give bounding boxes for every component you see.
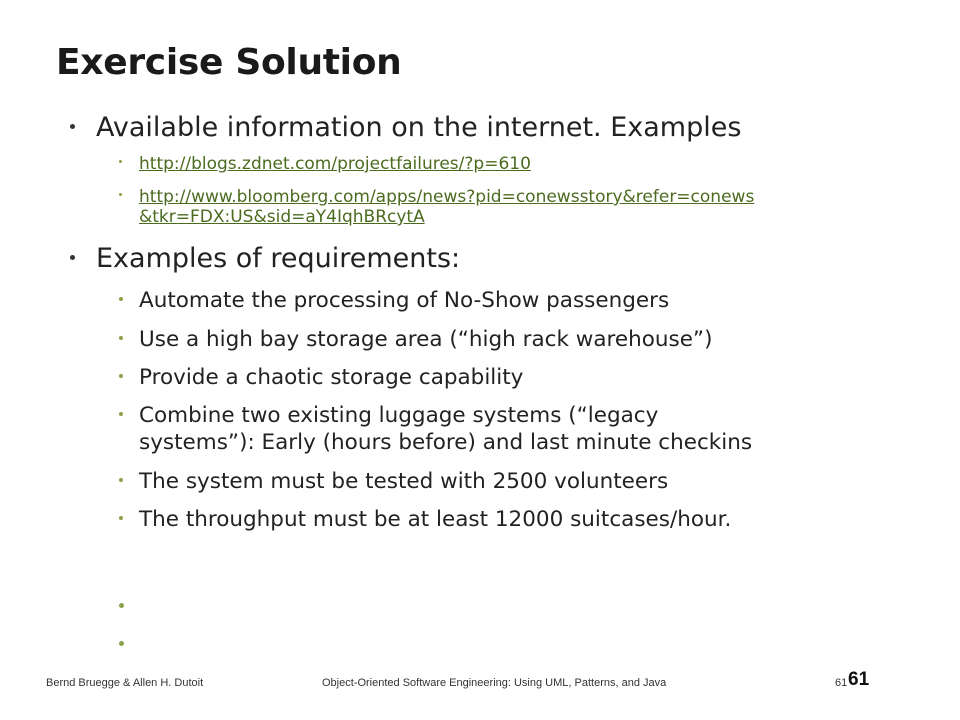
requirement-text: Use a high bay storage area (“high rack warehouse”) — [139, 327, 713, 352]
requirement-item — [139, 365, 523, 390]
requirement-item-cont — [139, 430, 752, 455]
footer-book-title: Object-Oriented Software Engineering: Using UML, Patterns, and Java — [322, 677, 667, 689]
bullet-dot-icon — [119, 374, 123, 378]
footer-authors: Bernd Bruegge & Allen H. Dutoit — [46, 677, 204, 689]
footer-page-number: 61 — [848, 669, 870, 690]
bullet-dot-icon — [119, 412, 123, 416]
requirement-item — [139, 327, 712, 352]
requirement-item — [139, 403, 658, 428]
bullet-available-information — [96, 112, 741, 144]
bullet-dot-icon — [119, 516, 123, 520]
bullet-dot-icon — [119, 603, 124, 608]
bullet-dot-icon — [119, 160, 122, 163]
link-item-bloomberg-cont[interactable] — [139, 207, 425, 227]
slide-title: Exercise Solution — [56, 42, 402, 83]
link-zdnet[interactable]: http://blogs.zdnet.com/projectfailures/?p=610 — [139, 154, 531, 174]
link-bloomberg-line2[interactable]: &tkr=FDX:US&sid=aY4IqhBRcytA — [139, 207, 425, 227]
bullet-dot-icon — [119, 193, 122, 196]
bullet-dot-icon — [70, 255, 75, 260]
bullet-examples-requirements — [96, 243, 460, 275]
requirement-text: The throughput must be at least 12000 suitcases/hour. — [139, 507, 732, 532]
bullet-dot-icon — [70, 124, 75, 129]
bullet-dot-icon — [119, 336, 123, 340]
requirement-text: Automate the processing of No-Show passengers — [139, 288, 670, 313]
bullet-dot-icon — [119, 297, 123, 301]
bullet-text: Available information on the internet. Examples — [96, 112, 742, 143]
bullet-dot-icon — [119, 478, 123, 482]
footer-page-number-small: 61 — [835, 677, 848, 689]
requirement-item — [139, 507, 731, 532]
link-item-zdnet[interactable] — [139, 154, 531, 174]
requirement-item — [139, 288, 669, 313]
requirement-text: Combine two existing luggage systems (“legacy — [139, 403, 659, 428]
requirement-text: Provide a chaotic storage capability — [139, 365, 524, 390]
link-item-bloomberg[interactable] — [139, 187, 754, 207]
bullet-dot-icon — [119, 641, 124, 646]
requirement-text: systems”): Early (hours before) and last minute checkins — [139, 430, 753, 455]
link-bloomberg-line1[interactable]: http://www.bloomberg.com/apps/news?pid=conewsstory&refer=conews — [139, 187, 755, 207]
requirement-item — [139, 469, 668, 494]
requirement-text: The system must be tested with 2500 volunteers — [139, 469, 669, 494]
bullet-text: Examples of requirements: — [96, 243, 461, 274]
